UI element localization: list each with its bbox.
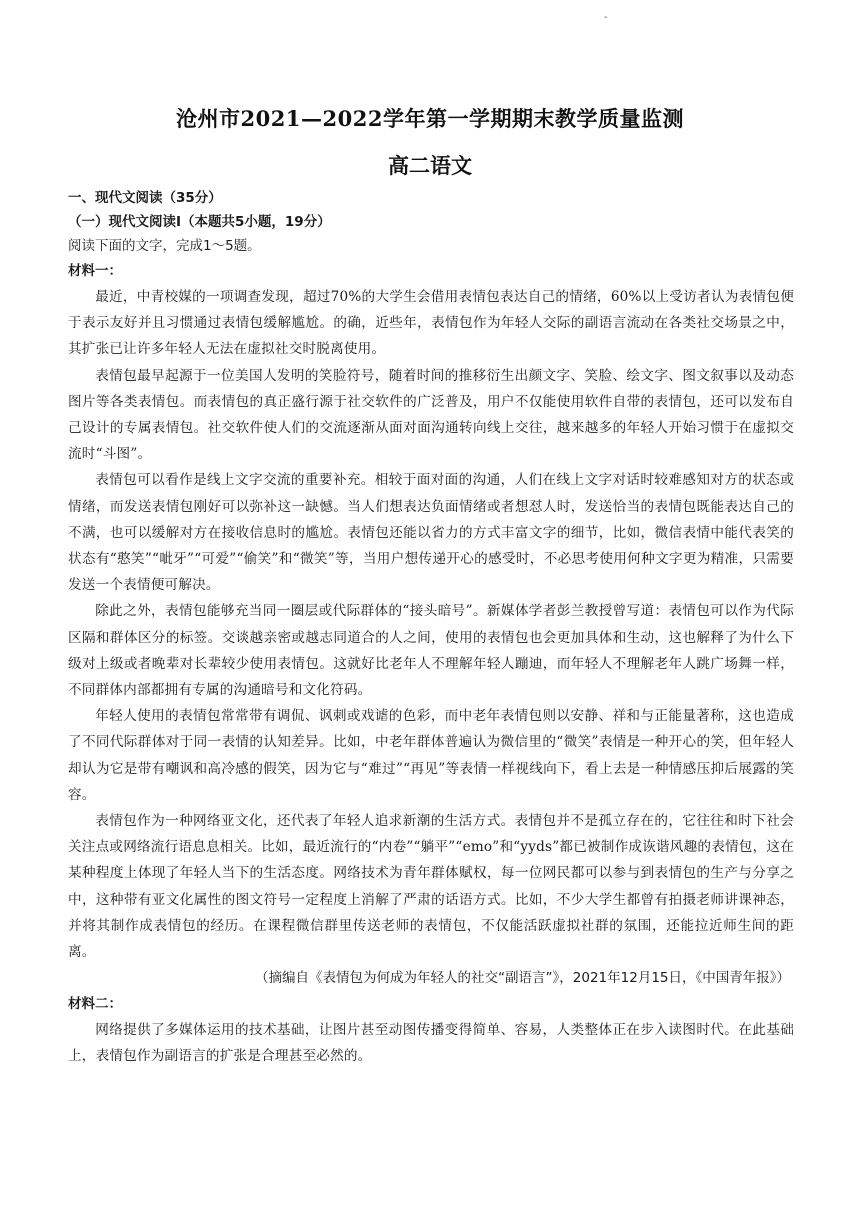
material-1-paragraph: 最近，中青校媒的一项调查发现，超过70%的大学生会借用表情包表达自己的情绪，60%以上受访者认为表情包便于表示友好并且习惯通过表情包缓解尴尬。的确，近些年，表情包作为年轻人交际的副语言流动在各类社交场景之中，其扩张已让许多年轻人无法在虚拟社交时脱离使用。 [68,289,794,358]
instruction-text: 阅读下面的文字，完成1～5题。 [68,238,261,254]
document-body [68,186,794,1070]
material-1-paragraph: 表情包作为一种网络亚文化，还代表了年轻人追求新潮的生活方式。表情包并不是孤立存在的，它往往和时下社会关注点或网络流行语息息相关。比如，最近流行的“内卷”“躺平”“emo”和“yyds”都已被制作成诙谐风趣的表情包，这在某种程度上体现了年轻人当下的生活态度。网络技术为青年群体赋权，每一位网民都可以参与到表情包的生产与分享之中，这种带有亚文化属性的图文符号一定程度上消解了严肃的话语方式。比如，不少大学生都曾有拍摄老师讲课神态，并将其制作成表情包的经历。在课程微信群里传送老师的表情包，不仅能活跃虚拟社群的氛围，还能拉近师生间的距离。 [68,813,794,961]
header-mark: - [604,12,608,23]
material-2-label: 材料二： [68,996,122,1013]
material-1-paragraph: 表情包最早起源于一位美国人发明的笑脸符号，随着时间的推移衍生出颜文字、笑脸、绘文字、图文叙事以及动态图片等各类表情包。而表情包的真正盛行源于社交软件的广泛普及，用户不仅能使用软件自带的表情包，还可以发布自己设计的专属表情包。社交软件使人们的交流逐渐从面对面沟通转向线上交往，越来越多的年轻人开始习惯于在虚拟交流时“斗图”。 [68,367,794,463]
subsection-heading: （一）现代文阅读Ⅰ（本题共5小题，19分） [68,214,331,230]
exam-subtitle: 高二语文 [388,153,472,178]
exam-title: 沧州市2021—2022学年第一学期期末教学质量监测 [176,106,684,131]
material-2-paragraph: 网络提供了多媒体运用的技术基础，让图片甚至动图传播变得简单、容易，人类整体正在步入读图时代。在此基础上，表情包作为副语言的扩张是合理甚至必然的。 [68,1022,794,1065]
section-heading: 一、现代文阅读（35分） [68,190,222,206]
material-1-paragraph: 年轻人使用的表情包常常带有调侃、讽刺或戏谑的色彩，而中老年表情包则以安静、祥和与正能量著称，这也造成了不同代际群体对于同一表情的认知差异。比如，中老年群体普遍认为微信里的“微笑”表情是一种开心的笑，但年轻人却认为它是带有嘲讽和高冷感的假笑，因为它与“难过”“再见”等表情一样视线向下，看上去是一种情感压抑后展露的笑容。 [68,708,794,803]
material-1-paragraph: 除此之外，表情包能够充当同一圈层或代际群体的“接头暗号”。新媒体学者彭兰教授曾写道：表情包可以作为代际区隔和群体区分的标签。交谈越亲密或越志同道合的人之间，使用的表情包也会更加具体和生动，这也解释了为什么下级对上级或者晚辈对长辈较少使用表情包。这就好比老年人不理解年轻人蹦迪，而年轻人不理解老年人跳广场舞一样，不同群体内部都拥有专属的沟通暗号和文化符码。 [68,603,794,699]
material-1-paragraph: 表情包可以看作是线上文字交流的重要补充。相较于面对面的沟通，人们在线上文字对话时较难感知对方的状态或情绪，而发送表情包刚好可以弥补这一缺憾。当人们想表达负面情绪或者想怼人时，发送恰当的表情包既能表达自己的不满，也可以缓解对方在接收信息时的尴尬。表情包还能以省力的方式丰富文字的细节，比如，微信表情中能代表笑的状态有“憨笑”“呲牙”“可爱”“偷笑”和“微笑”等，当用户想传递开心的感受时，不必思考使用何种文字更为精准，只需要发送一个表情便可解决。 [68,472,794,594]
material-1-source: （摘编自《表情包为何成为年轻人的社交“副语言”》，2021年12月15日，《中国青年报》） [255,970,790,987]
material-1-label: 材料一： [68,263,122,279]
